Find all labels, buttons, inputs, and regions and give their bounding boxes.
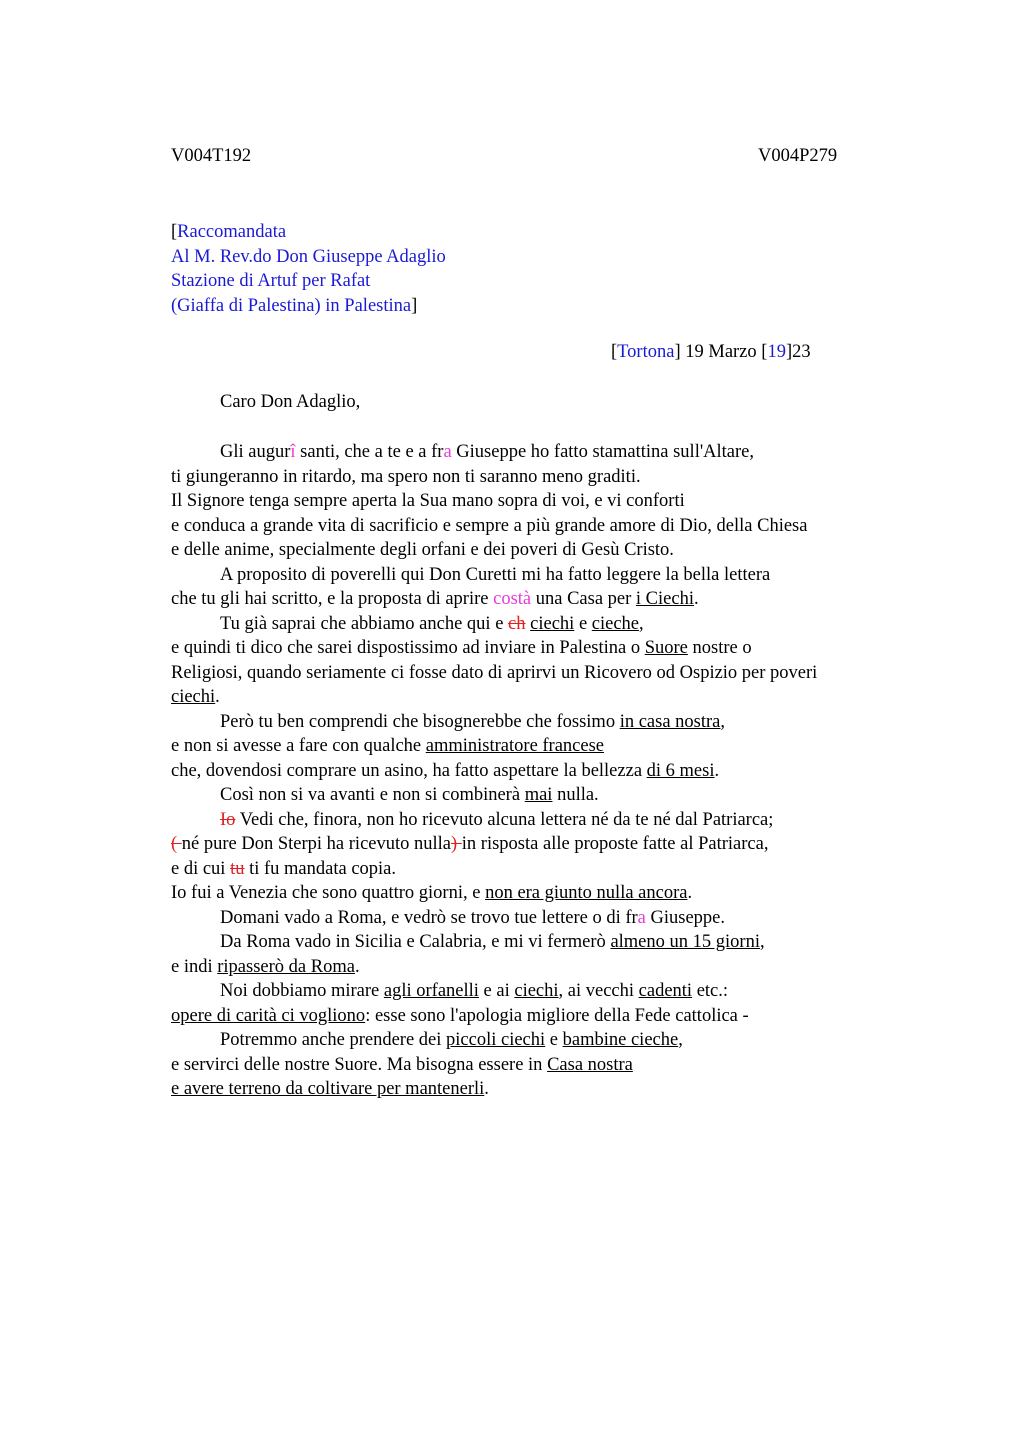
text-run: Noi dobbiamo mirare (220, 981, 384, 1001)
salutation: Caro Don Adaglio, (220, 392, 361, 412)
letter-line (171, 563, 911, 588)
underlined-text: agli orfanelli (383, 981, 479, 1001)
letter-line (171, 734, 911, 759)
text-run: Giuseppe ho fatto stamattina sull'Altare, (451, 442, 755, 462)
text-run: Tu già saprai che abbiamo anche qui e (220, 613, 509, 634)
letter-line (171, 538, 911, 563)
added-text: î (290, 442, 296, 462)
letter-line (171, 906, 911, 931)
underlined-text: ripasserò da Roma (217, 956, 355, 977)
letter-line (171, 955, 911, 980)
struck-text: Io (220, 809, 236, 830)
text-run: e conduca a grande vita di sacrificio e sempre a più grande amore di Dio, della Chiesa (171, 515, 808, 536)
text-run: Religiosi, quando seriamente ci fosse dato di aprirvi un Ricovero od Ospizio per poveri (171, 662, 818, 683)
text-run: , (639, 613, 644, 634)
text-run: . (687, 883, 693, 903)
letter-line (171, 759, 911, 784)
address-block (171, 220, 446, 318)
text-run: . (354, 956, 360, 977)
text-run: . (215, 687, 220, 707)
underlined-text: non era giunto nulla ancora (485, 883, 688, 903)
text-run: A proposito di poverelli qui Don Curetti mi ha fatto leggere la bella lettera (220, 564, 771, 585)
struck-text: ) (451, 834, 462, 854)
date-day-month: ] 19 Marzo [ (674, 342, 768, 362)
text-run: nulla. (552, 785, 599, 805)
struck-text: ch (508, 613, 526, 634)
date-year: ]23 (785, 342, 811, 362)
letter-line (171, 881, 911, 906)
letter-line (171, 710, 911, 735)
text-run: ti fu mandata copia. (244, 858, 397, 879)
address-bracket-close: ] (411, 295, 418, 316)
added-text: costà (493, 589, 532, 609)
added-text: a (443, 442, 452, 462)
underlined-text: i Ciechi (635, 589, 694, 609)
address-line-1: Raccomandata (177, 222, 287, 242)
text-run: Io fui a Venezia che sono quattro giorni, e (171, 883, 486, 903)
letter-line (171, 636, 911, 661)
text-run: Così non si va avanti e non si combinerà (220, 785, 525, 805)
text-run: , ai vecchi (558, 981, 639, 1001)
letter-line (171, 857, 911, 882)
text-run: Domani vado a Roma, e vedrò se trovo tue lettere o di fr (220, 907, 638, 928)
address-line-2: Al M. Rev.do Don Giuseppe Adaglio (171, 246, 446, 267)
text-run: , (678, 1030, 683, 1050)
letter-body (171, 440, 911, 1102)
text-run: in risposta alle proposte fatte al Patriarca, (461, 834, 769, 854)
underlined-text: ciechi (514, 981, 559, 1001)
text-run: etc.: (692, 981, 729, 1001)
text-run: nostre o (687, 638, 752, 658)
letter-line (171, 1053, 911, 1078)
underlined-text: almeno un 15 giorni (610, 932, 760, 952)
letter-line (171, 489, 911, 514)
text-run: . (484, 1079, 489, 1099)
letter-line (171, 612, 911, 637)
text-run: Da Roma vado in Sicilia e Calabria, e mi vi fermerò (220, 932, 611, 952)
added-text: a (637, 907, 646, 928)
underlined-text: cieche (591, 613, 640, 634)
text-run: Gli augur (220, 442, 291, 462)
text-run: , (759, 932, 765, 952)
date-century: 19 (767, 342, 786, 362)
text-run: Potremmo anche prendere dei (220, 1030, 447, 1050)
text-run: Giuseppe. (645, 907, 726, 928)
underlined-text: ciechi (171, 687, 216, 707)
underlined-text: ciechi (530, 613, 575, 634)
document-code-left: V004T192 (171, 146, 252, 166)
address-line-3: Stazione di Artuf per Rafat (171, 271, 371, 291)
letter-line (171, 979, 911, 1004)
letter-line (171, 1077, 911, 1102)
text-run: e (574, 613, 592, 634)
text-run: e (545, 1030, 563, 1050)
text-run: santi, che a te e a fr (295, 442, 444, 462)
date-place: Tortona (617, 342, 675, 362)
text-run: e servirci delle nostre Suore. Ma bisogna essere in (171, 1054, 548, 1075)
text-run: e di cui (171, 858, 231, 879)
letter-line (171, 1004, 911, 1029)
struck-text: ( (171, 834, 182, 854)
text-run: Però tu ben comprendi che bisognerebbe che fossimo (220, 711, 620, 732)
text-run: una Casa per (531, 589, 636, 609)
struck-text: tu (230, 858, 245, 879)
underlined-text: mai (524, 785, 553, 805)
underlined-text: Casa nostra (547, 1054, 633, 1075)
address-bracket-open: [ (171, 222, 178, 242)
date-line (611, 342, 811, 363)
date-bracket: [ (611, 342, 618, 362)
underlined-text: Suore (644, 638, 688, 658)
underlined-text: e avere terreno da coltivare per mantenerli (171, 1079, 485, 1099)
underlined-text: di 6 mesi (646, 760, 715, 781)
text-run: . (714, 760, 720, 781)
underlined-text: opere di carità ci vogliono (171, 1005, 366, 1026)
letter-line (171, 661, 911, 686)
text-run: e ai (478, 981, 515, 1001)
text-run: . (693, 589, 699, 609)
text-run: e quindi ti dico che sarei dispostissimo ad inviare in Palestina o (171, 638, 645, 658)
text-run: e non si avesse a fare con qualche (171, 736, 426, 756)
letter-line (171, 1028, 911, 1053)
underlined-text: in casa nostra (619, 711, 721, 732)
text-run: Il Signore tenga sempre aperta la Sua mano sopra di voi, e vi conforti (171, 491, 685, 511)
letter-line (171, 832, 911, 857)
letter-line (171, 465, 911, 490)
text-run: e delle anime, specialmente degli orfani e dei poveri di Gesù Cristo. (171, 540, 674, 560)
letter-line (171, 930, 911, 955)
letter-line (171, 808, 911, 833)
document-code-right: V004P279 (758, 146, 838, 166)
text-run: che, dovendosi comprare un asino, ha fatto aspettare la bellezza (171, 760, 647, 781)
text-run: ti giungeranno in ritardo, ma spero non ti saranno meno graditi. (171, 466, 641, 487)
underlined-text: amministratore francese (425, 736, 605, 756)
underlined-text: piccoli ciechi (446, 1030, 546, 1050)
text-run: Vedi che, finora, non ho ricevuto alcuna lettera né da te né dal Patriarca; (235, 809, 774, 830)
text-run: né pure Don Sterpi ha ricevuto nulla (181, 834, 451, 854)
letter-line (171, 514, 911, 539)
address-line-4: (Giaffa di Palestina) in Palestina (171, 295, 412, 316)
letter-line (171, 440, 911, 465)
text-run: e indi (171, 956, 218, 977)
letter-line (171, 587, 911, 612)
letter-line (171, 783, 911, 808)
underlined-text: cadenti (638, 981, 693, 1001)
text-run: : esse sono l'apologia migliore della Fede cattolica - (365, 1005, 749, 1026)
text-run: che tu gli hai scritto, e la proposta di aprire (171, 589, 494, 609)
letter-line (171, 685, 911, 710)
text-run: , (720, 711, 726, 732)
underlined-text: bambine cieche (562, 1030, 679, 1050)
